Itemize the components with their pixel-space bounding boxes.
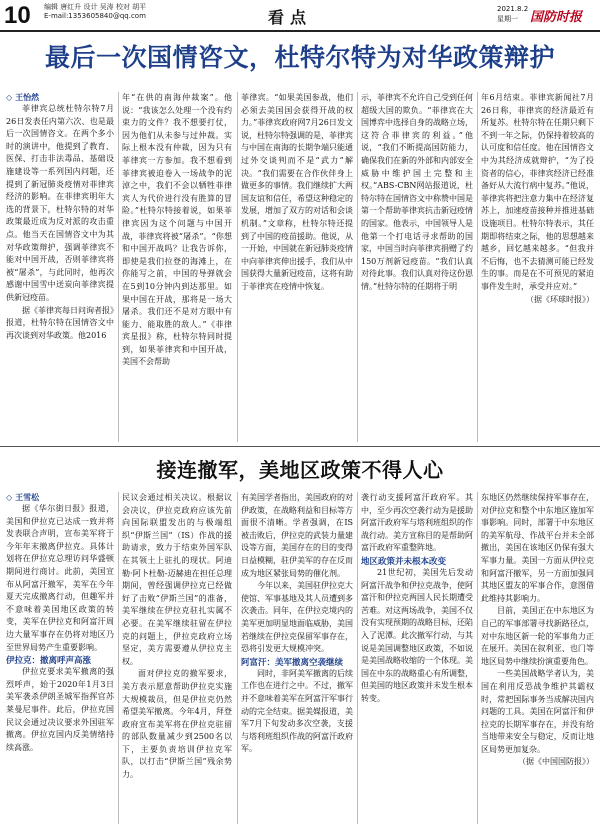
email-line: E-mail:1353605840@qq.com	[44, 12, 146, 20]
article1-source: （据《环球时报》）	[526, 294, 594, 304]
column-divider	[118, 492, 119, 824]
page-header	[0, 0, 600, 34]
article2-headline: 接连撤军，美地区政策不得人心	[156, 458, 444, 482]
article2-source: （据《中国国防报》）	[518, 757, 594, 767]
article-separator	[0, 446, 600, 447]
article1-column-1	[6, 92, 114, 442]
author-diamond-icon: ◇	[6, 93, 13, 102]
article2-paragraph: 21世纪初，美国先后发动阿富汗战争和伊拉克战争，使阿富汗和伊拉克两国人民长期遭受苦难。对这两场战争，美国不仅没有实现预期的战略目标，还陷入了泥潭。此次撤军行动，与其说是美国调整地区政策，不如说是美国战略收缩的一个体现。美国在中东的战略重心有所调整，但美国的地区政策并未发生根本转变。	[361, 567, 473, 703]
article1-paragraph: 年6月结束。菲律宾新闻社7月26日称，菲律宾的经济最近有所复苏。杜特尔特在任期只剩下不到一年之际，仍保持着较高的认可度和信任度。他在国情咨文中为其经济成就辩护，“为了投资者的信心，菲律宾经济已经准备好从大流行病中复苏。”他说，菲律宾将把注意力集中在经济复苏上，加速疫苗接种并推进基础设施项目。杜特尔特表示，其任期即将结束之际，他的思想越来越乡，回忆越来越多。“但我并不后悔，也不去猜测可能已经发生的事。而是在不可预见的紧迫事件发生时，承受并应对。”	[481, 93, 594, 291]
column-divider	[477, 492, 478, 824]
column-divider	[237, 92, 238, 442]
article2-paragraph: 民议会通过相关决议。根据议会决议，伊拉克政府应该先前向国际联盟发出的与极端组织“伊斯兰国”（IS）作战的援助请求，致力于结束外国军队在其领土上驻扎的现状。阿迪勒·阿卜杜勒-迈赫迪在担任总理期间，曾经强调伊拉克已经做好了击败“伊斯兰国”的准备，美军继续在伊拉克驻扎实属不必要。在美军继续驻留在伊拉克的问题上，伊拉克政府立场坚定，美方需要遵从伊拉克主权。	[122, 493, 232, 666]
article2-paragraph: 面对伊拉克的撤军要求，美方表示愿意帮助伊拉克实施大规模裁员，但是伊拉克仍然希望美军撤离。今年4月，拜登政府宣布美军将在伊拉克驻留的部队数量减少到2500名以下，主要负责培训伊拉克军队，以打击“伊斯兰国”残余势力。	[122, 669, 232, 780]
article1-author-line	[6, 92, 114, 103]
article1-paragraph: 据《菲律宾每日问询者报》报道，杜特尔特在国情咨文中再次谈到对华政策。他2016	[6, 305, 114, 340]
issue-weekday: 星期一	[497, 15, 518, 23]
article2-paragraph: 有美国学者指出，美国政府的对伊政策，在战略利益和目标等方面很不清晰。学者强调，在IS被击败后，伊拉克的武装力量建设等方面，美国存在的目的变得日益模糊，驻伊美军的存在反而成为地区紧张局势的催化剂。	[241, 493, 353, 578]
article2-column-5	[481, 492, 594, 824]
article2-column-3	[241, 492, 353, 824]
article2-subhead: 地区政策并未根本改变	[361, 556, 447, 567]
article1-paragraph: 示，菲律宾不允许自己受到任何超级大国的欺负。“菲律宾在大国博弈中选择自身的战略立场，这符合菲律宾的利益。”他说，“我们不断提高国防能力，确保我们在新的外部和内部安全威胁中维护国土完整和主权。”ABS-CBN网站报道说，杜特尔特在国情咨文中称赞中国是第一个帮助菲律宾抗击新冠疫情的国家。他表示，中国领导人是他第一个打电话寻求帮助的国家，中国当时向菲律宾捐赠了约150万剂新冠疫苗。“我们认真对待此事。我们认真对待这份恩情。”杜特尔特的任期将于明	[361, 93, 473, 291]
article2-subhead: 伊拉克：撤离呼声高涨	[6, 656, 92, 667]
article1-column-5	[481, 92, 594, 442]
article2-column-2	[122, 492, 232, 824]
article1-author: 王怡然	[15, 93, 40, 102]
article2-author: 王雪松	[15, 493, 40, 502]
issue-date: 2021.8.2	[497, 5, 529, 13]
article2-author-line	[6, 492, 114, 503]
article1-headline: 最后一次国情咨文，杜特尔特为对华政策辩护	[44, 43, 555, 72]
author-diamond-icon: ◇	[6, 493, 13, 502]
article1-paragraph: 菲律宾总统杜特尔特7月26日发表任内第六次、也是最后一次国情咨文。在两个多小时的演讲中，他提到了教育、医保、打击非法毒品、基础设施建设等一系列国内问题，还提到了新冠肺炎疫情对菲律宾经济的影响。在菲律宾明年大选的背景下，杜特尔特的对华政策最近成为反对派的攻击重点。他当天在国情咨文中为其对华政策辩护，强调菲律宾不能对中国开战，否则菲律宾将被“屠杀”，与此同时，他再次感谢中国雪中送炭向菲律宾提供新冠疫苗。	[6, 104, 114, 302]
page-number: 10	[4, 2, 31, 29]
article2-column-1	[6, 492, 114, 824]
column-divider	[357, 492, 358, 824]
article2-paragraph: 袭行动支援阿富汗政府军。其中，至少再次空袭行动为是援助阿富汗政府军与塔利班组织的作战行动。美方宣称目的是帮助阿富汗政府军重整阵地。	[361, 493, 473, 553]
article2-paragraph: 今年以来，美国驻伊拉克大使馆、军事基地及其人员遭到多次袭击。同年，在伊拉克境内的美军更加明显地面临威胁，美国若继续在伊拉克保留军事存在，恐将引发更大规模冲突。	[241, 581, 353, 654]
article1-paragraph: 年“在供的南海仲裁案”。他说：“我该怎么处理一个没有约束力的文件？我不想要打仗，因为他们从未参与过仲裁。实际上根本没有仲裁，因为只有菲律宾一方参加。我不想看到菲律宾被迫卷入一场战争的泥淖之中，我们不会以牺牲菲律宾人为代价进行没有胜算的冒险。”杜特尔特接着说，如果菲律宾因为这个问题与中国开战，菲律宾将被“屠杀”。“你想和中国开战吗？让我告诉你，即使是我们拉登的海滩上，在你能写之前，中国的导弹就会在5到10分钟内到达那里。如果中国在开战，那将是一场大屠杀。我们还不是对方眼中有能力、能取胜的敌人。”《菲律宾星报》称，杜特尔特同时提到，如果菲律宾和中国开战，美国不会帮助	[122, 93, 232, 367]
column-divider	[477, 92, 478, 442]
article2-column-4	[361, 492, 473, 824]
article2-paragraph: 同时，非阿美军撤离的后续工作也在进行之中。不过，撤军并不意味着美军在阿富汗军事行动的完全结束。据美媒报道，美军7月下旬发动多次空袭，支援与塔利班组织作战的阿富汗政府军。	[241, 668, 353, 754]
article1-paragraph: 菲律宾。“如果美国参战，他们必须去美国国会获得开战的权力。”菲律宾政府网7月26日发文说，杜特尔特强调的是，菲律宾与中国在南海的长期争端只能通过外交谈判而不是“武力”解决。“我们需要在合作伙伴身上做更多的事情。我们继续扩大两国友谊和信任，希望这种稳定的发展，增加了双方的对话和会谈机制。”文章称，杜特尔特还提到了中国的疫苗援助。他说，从一开始，中国就在新冠肺炎疫情中向菲律宾伸出援手，我们从中国获得大量新冠疫苗，这将有助于菲律宾在疫情中恢复。	[241, 93, 353, 291]
section-title: 看点	[268, 8, 313, 27]
article2-paragraph: 伊拉克要求美军撤离的强烈呼声，始于2020年1月3日美军袭杀伊朗圣城军指挥官苏莱曼尼事件。此后，伊拉克国民议会通过决议要求外国驻军撤离。伊拉克国内反美情绪持续高涨。	[6, 667, 114, 752]
article2-subhead: 阿富汗：美军撤离空袭继续	[241, 657, 344, 668]
article2-paragraph: 目前，美国正在中东地区为自己的军事部署寻找新路径点，对中东地区新一轮的军事角力正在展开。美国在叙利亚、也门等地区局势中继续扮演重要角色。	[481, 606, 594, 666]
column-divider	[237, 492, 238, 824]
article2-paragraph: 一些美国战略学者认为，美国在利用反恐战争维护其霸权时，常把国际事务当成解决国内问题的工具。美国在阿富汗和伊拉克的长期军事存在，并没有给当地带来安全与稳定，反而让地区局势更加复杂。	[481, 669, 594, 754]
editor-info	[44, 3, 146, 21]
article1-column-3	[241, 92, 353, 442]
article1-column-4	[361, 92, 473, 442]
column-divider	[357, 92, 358, 442]
column-divider	[118, 92, 119, 442]
date-info	[497, 4, 528, 24]
newspaper-logo: 国防时报	[530, 6, 582, 25]
editor-line: 编辑 唐红升 设计 吴涛 校对 胡平	[44, 3, 147, 11]
article1-column-2	[122, 92, 232, 442]
article2-paragraph: 据《华尔街日报》报道，美国和伊拉克已达成一致并将发表联合声明，宣布美军将于今年年末撤离伊拉克。具体计划将在伊拉克总理访问华盛顿期间进行商讨。此前，美国宣布从阿富汗撤军，美军在今年夏天完成撤离行动，但趣军并不意味着美国地区政策的转变，美军在伊拉克和阿富汗周边大量军事存在仍将对地区乃至世界局势产生重要影响。	[6, 504, 114, 652]
header-rule	[0, 30, 600, 32]
article2-paragraph: 东地区仍然继续保持军事存在，对伊拉克和整个中东地区施加军事影响。同时，部署于中东地区的美军航母、作战平台并未全部撤出，美国在该地区仍保有强大军事力量。美国一方面从伊拉克和阿富汗撤军，另一方面加强同其地区盟友的军事合作，意图借此维持其影响力。	[481, 493, 594, 603]
